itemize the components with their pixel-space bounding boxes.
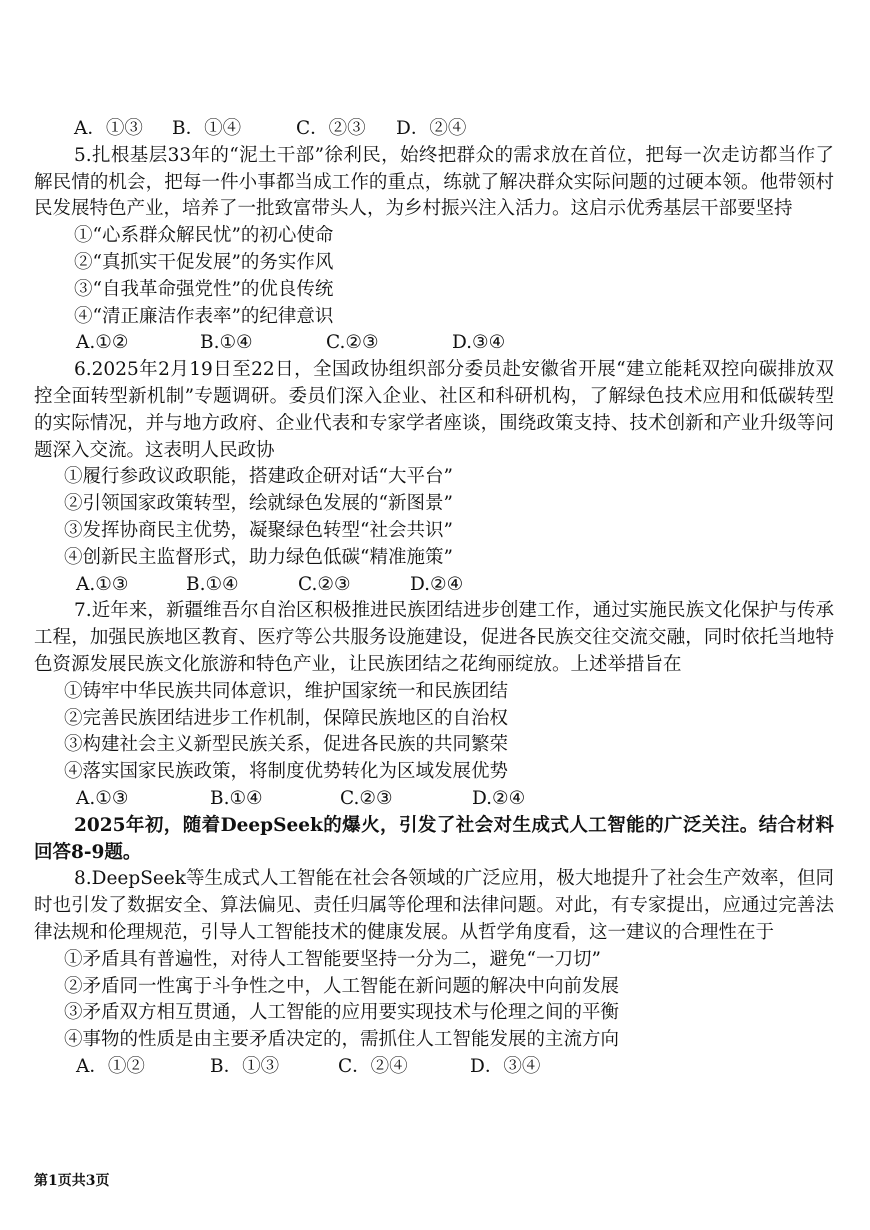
q5-item-1: ①“心系群众解民忧”的初心使命 (74, 225, 334, 247)
q5-option-d: D.③④ (452, 332, 506, 354)
q7-item-3: ③构建社会主义新型民族关系，促进各民族的共同繁荣 (64, 734, 509, 756)
q4-option-a: A．①③ (74, 118, 143, 139)
q7-option-b: B.①④ (210, 787, 263, 809)
q8-option-b: B．①③ (210, 1055, 280, 1077)
page-content (34, 116, 834, 1081)
q8-options (34, 1054, 834, 1081)
q6-option-b: B.①④ (186, 573, 239, 595)
q6-option-d: D.②④ (410, 573, 464, 595)
q4-option-c: C．②③ (296, 118, 366, 139)
q5-options (34, 330, 834, 357)
q5-stem: 5.扎根基层33年的“泥土干部”徐利民，始终把群众的需求放在首位，把每一次走访都当作了解民情的机会，把每一件小事都当成工作的重点，练就了解决群众实际问题的过硬本领。他带领村民发展特色产业，培养了一批致富带头人，为乡村振兴注入活力。这启示优秀基层干部要坚持 (34, 144, 834, 220)
q6-option-a: A.①③ (76, 573, 129, 595)
q6-item-3: ③发挥协商民主优势，凝聚绿色转型“社会共识” (64, 519, 453, 541)
q7-item-1: ①铸牢中华民族共同体意识，维护国家统一和民族团结 (64, 680, 509, 702)
q6-option-c: C.②③ (298, 573, 351, 595)
q5-option-b: B.①④ (200, 332, 253, 354)
q6-item-1: ①履行参政议政职能，搭建政企研对话“大平台” (64, 466, 453, 488)
q7-options (34, 786, 834, 813)
q8-stem: 8.DeepSeek等生成式人工智能在社会各领域的广泛应用，极大地提升了社会生产效率，但同时也引发了数据安全、算法偏见、责任归属等伦理和法律问题。对此，有专家提出，应通过完善法律法规和伦理规范，引导人工智能技术的健康发展。从哲学角度看，这一建议的合理性在于 (34, 868, 834, 943)
q8-item-4: ④事物的性质是由主要矛盾决定的，需抓住人工智能发展的主流方向 (64, 1029, 620, 1051)
q7-option-c: C.②③ (340, 787, 393, 809)
q6-options (34, 572, 834, 599)
q6-item-2: ②引领国家政策转型，绘就绿色发展的“新图景” (64, 493, 453, 515)
q6-item-4: ④创新民主监督形式，助力绿色低碳“精准施策” (64, 546, 453, 568)
q8-option-c: C．②④ (338, 1055, 408, 1077)
q7-option-a: A.①③ (76, 787, 129, 809)
q8-item-1: ①矛盾具有普遍性，对待人工智能要坚持一分为二，避免“一刀切” (64, 948, 601, 970)
q5-item-2: ②“真抓实干促发展”的务实作风 (74, 251, 334, 273)
q5-item-3: ③“自我革命强党性”的优良传统 (74, 278, 334, 300)
q7-option-d: D.②④ (472, 787, 526, 809)
q4-options (34, 116, 834, 143)
material-intro: 2025年初，随着DeepSeek的爆火，引发了社会对生成式人工智能的广泛关注。结合材料回答8-9题。 (34, 814, 834, 863)
page-number-footer: 第1页共3页 (34, 1173, 110, 1189)
q7-item-4: ④落实国家民族政策，将制度优势转化为区域发展优势 (64, 761, 509, 783)
q4-option-b: B．①④ (172, 118, 242, 139)
q8-item-3: ③矛盾双方相互贯通，人工智能的应用要实现技术与伦理之间的平衡 (64, 1002, 620, 1024)
q5-option-a: A.①② (76, 332, 129, 354)
q7-stem: 7.近年来，新疆维吾尔自治区积极推进民族团结进步创建工作，通过实施民族文化保护与传承工程，加强民族地区教育、医疗等公共服务设施建设，促进各民族交往交流交融，同时依托当地特色资源发展民族文化旅游和特色产业，让民族团结之花绚丽绽放。上述举措旨在 (34, 600, 834, 675)
q8-option-a: A．①② (76, 1055, 145, 1077)
q6-stem: 6.2025年2月19日至22日，全国政协组织部分委员赴安徽省开展“建立能耗双控向碳排放双控全面转型新机制”专题调研。委员们深入企业、社区和科研机构，了解绿色技术应用和低碳转型的实际情况，并与地方政府、企业代表和专家学者座谈，围绕政策支持、技术创新和产业升级等问题深入交流。这表明人民政协 (34, 359, 834, 461)
q8-option-d: D．③④ (470, 1055, 541, 1077)
q4-option-d: D．②④ (396, 118, 467, 139)
q5-item-4: ④“清正廉洁作表率”的纪律意识 (74, 305, 334, 327)
q8-item-2: ②矛盾同一性寓于斗争性之中，人工智能在新问题的解决中向前发展 (64, 975, 620, 997)
q7-item-2: ②完善民族团结进步工作机制，保障民族地区的自治权 (64, 707, 509, 729)
q5-option-c: C.②③ (326, 332, 379, 354)
